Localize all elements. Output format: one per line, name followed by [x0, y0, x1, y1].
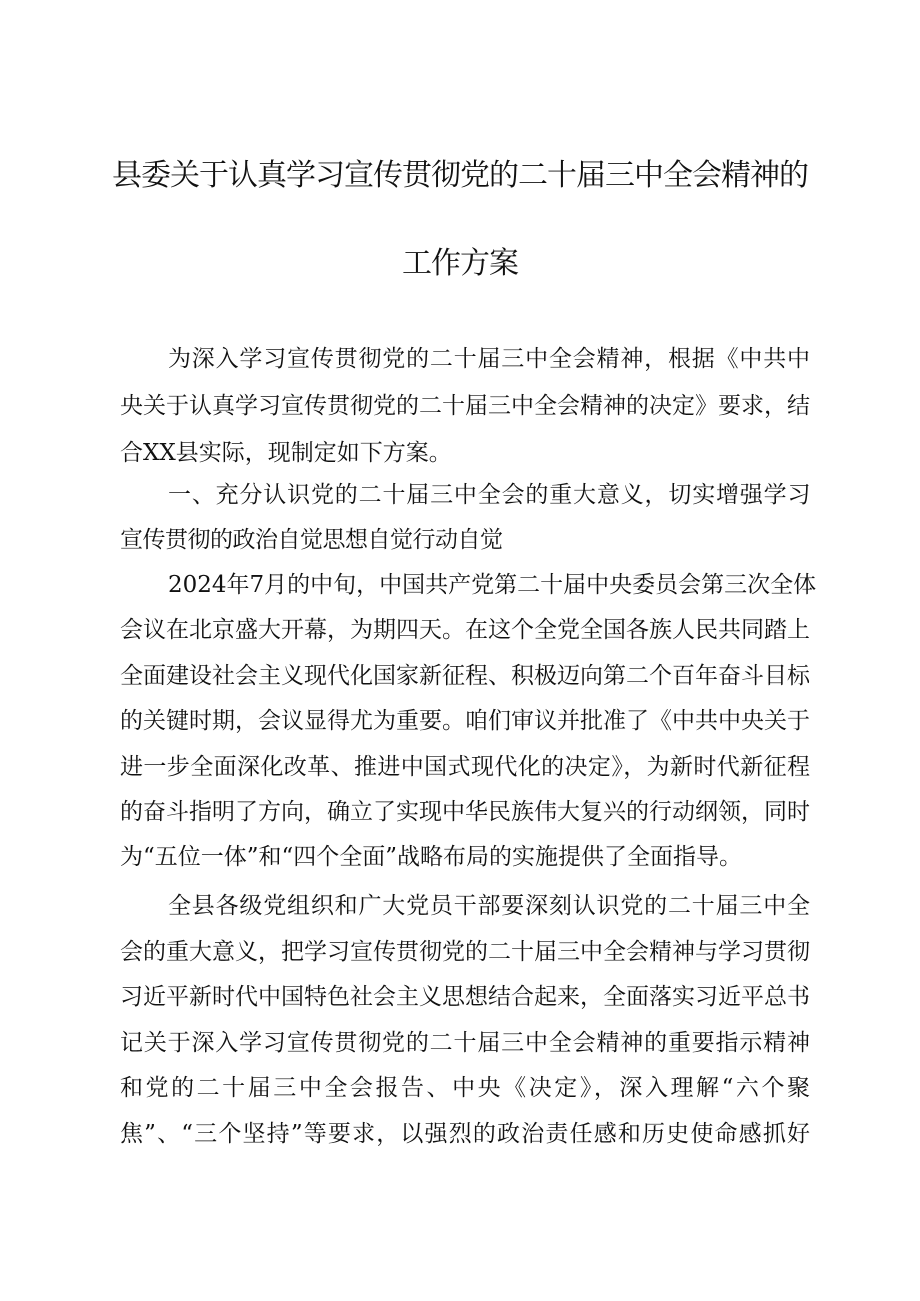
- paragraph-line: 的奋斗指明了方向，确立了实现中华民族伟大复兴的行动纲领，同时: [120, 799, 810, 825]
- intro-line: 为深入学习宣传贯彻党的二十届三中全会精神，根据《中共中: [168, 346, 810, 372]
- paragraph-line: 焦”、“三个坚持”等要求，以强烈的政治责任感和历史使命感抓好: [120, 1121, 810, 1147]
- paragraph-line: 进一步全面深化改革、推进中国式现代化的决定》，为新时代新征程: [120, 754, 810, 780]
- paragraph-line: 习近平新时代中国特色社会主义思想结合起来，全面落实习近平总书: [120, 984, 810, 1010]
- intro-line: 央关于认真学习宣传贯彻党的二十届三中全会精神的决定》要求，结: [120, 393, 810, 419]
- paragraph-line: 全县各级党组织和广大党员干部要深刻认识党的二十届三中全: [168, 893, 810, 919]
- section-heading-line: 一、充分认识党的二十届三中全会的重大意义，切实增强学习: [168, 482, 810, 508]
- section-heading-line: 宣传贯彻的政治自觉思想自觉行动自觉: [120, 527, 503, 553]
- paragraph-line: 的关键时期，会议显得尤为重要。咱们审议并批准了《中共中央关于: [120, 708, 810, 734]
- paragraph-line: 为“五位一体”和“四个全面”战略布局的实施提供了全面指导。: [120, 844, 743, 870]
- paragraph-line: 会议在北京盛大开幕，为期四天。在这个全党全国各族人民共同踏上: [120, 617, 810, 643]
- paragraph-line: 记关于深入学习宣传贯彻党的二十届三中全会精神的重要指示精神: [120, 1030, 810, 1056]
- document-title-line-2: 工作方案: [402, 246, 518, 281]
- paragraph-line: 会的重大意义，把学习宣传贯彻党的二十届三中全会精神与学习贯彻: [120, 939, 810, 965]
- paragraph-line: 全面建设社会主义现代化国家新征程、积极迈向第二个百年奋斗目标: [120, 663, 810, 689]
- document-title-line-1: 县委关于认真学习宣传贯彻党的二十届三中全会精神的: [112, 158, 808, 193]
- intro-line: 合XX县实际，现制定如下方案。: [120, 440, 452, 466]
- paragraph-line: 和党的二十届三中全会报告、中央《决定》，深入理解“六个聚: [120, 1075, 810, 1101]
- paragraph-line: 2024年7月的中旬，中国共产党第二十届中央委员会第三次全体: [168, 572, 817, 598]
